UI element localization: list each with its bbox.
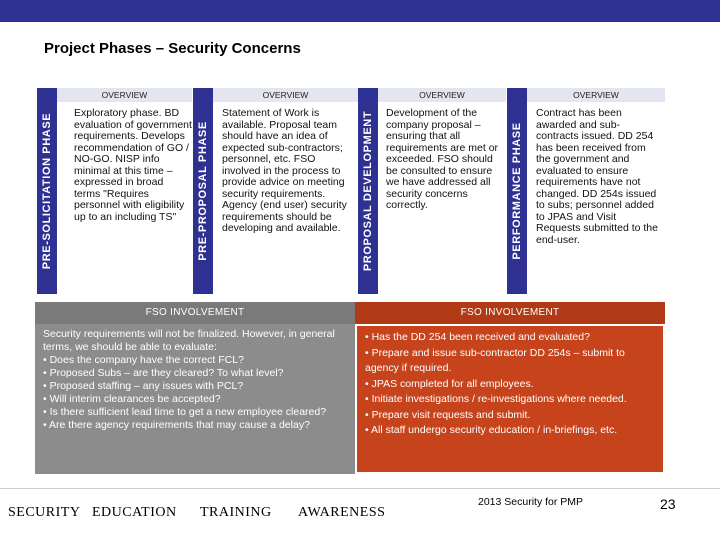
- overview-text-1: Exploratory phase. BD evaluation of government requirements. Develops recommendation of GO / NO-GO. NISP info minimal at this time – expressed in broad terms "Requires personnel with eligibility up to an including TS": [74, 107, 192, 223]
- overview-heading-2: OVERVIEW: [213, 88, 358, 102]
- fso-right-line: • Has the DD 254 been received and evaluated?: [365, 331, 590, 343]
- fso-heading-left: FSO INVOLVEMENT: [35, 302, 355, 324]
- fso-right-line: • Initiate investigations / re-investigations where needed.: [365, 393, 627, 405]
- footer-word-awareness: AWARENESS: [298, 505, 386, 520]
- fso-right-line: • Prepare and issue sub-contractor DD 254s – submit to agency if required.: [365, 346, 625, 374]
- fso-left-line: • Proposed staffing – any issues with PCL?: [43, 380, 244, 392]
- fso-heading-right: FSO INVOLVEMENT: [355, 302, 665, 324]
- footer-word-education: EDUCATION: [92, 505, 177, 520]
- overview-text-2: Statement of Work is available. Proposal team should have an idea of expected sub-contractors; personnel, etc. FSO involved in the process to provide advice on meeting security requirements. Agency (end user) security requirements should be developing and available.: [222, 107, 347, 234]
- fso-right-line: • JPAS completed for all employees.: [365, 377, 534, 390]
- overview-heading-1: OVERVIEW: [57, 88, 192, 102]
- phase-label-pre-proposal: PRE-PROPOSAL PHASE: [193, 88, 213, 294]
- fso-right-line: • All staff undergo security education / in-briefings, etc.: [365, 424, 618, 436]
- overview-heading-4: OVERVIEW: [527, 88, 665, 102]
- page-number: 23: [660, 496, 676, 512]
- fso-left-line: • Proposed Subs – are they cleared? To what level?: [43, 367, 284, 379]
- footer-word-security: SECURITY: [8, 505, 81, 520]
- footer-word-training: TRAINING: [200, 505, 272, 520]
- fso-panel-right: [355, 324, 665, 474]
- fso-left-line: • Does the company have the correct FCL?: [43, 354, 244, 366]
- overview-text-3: Development of the company proposal – ensuring that all requirements are met or exceeded. FSO should be consulted to ensure we have addressed all security concerns correctly.: [386, 107, 499, 211]
- fso-panel-left: [35, 324, 355, 474]
- fso-left-line: Security requirements will not be finalized. However, in general terms, we should be able to evaluate:: [43, 328, 335, 353]
- page-title: Project Phases – Security Concerns: [44, 40, 301, 57]
- fso-left-line: • Are there agency requirements that may cause a delay?: [43, 419, 310, 431]
- overview-heading-3: OVERVIEW: [378, 88, 506, 102]
- fso-right-line: • Prepare visit requests and submit.: [365, 408, 531, 421]
- fso-left-line: • Will interim clearances be accepted?: [43, 393, 221, 405]
- phase-label-pre-solicitation: PRE-SOLICITATION PHASE: [37, 88, 57, 294]
- footer-note: 2013 Security for PMP: [478, 496, 584, 508]
- overview-text-4: Contract has been awarded and sub-contracts issued. DD 254 has been received from the government and evaluated to ensure requirements have not changed. DD 254s issued to subs; personnel added to JPAS and Visit Requests submitted to the end-user.: [536, 107, 658, 246]
- footer-divider: [0, 488, 720, 489]
- phase-label-performance: PERFORMANCE PHASE: [507, 88, 527, 294]
- top-bar: [0, 0, 720, 22]
- fso-left-line: • Is there sufficient lead time to get a new employee cleared?: [43, 406, 327, 418]
- phase-label-proposal-development: PROPOSAL DEVELOPMENT: [358, 88, 378, 294]
